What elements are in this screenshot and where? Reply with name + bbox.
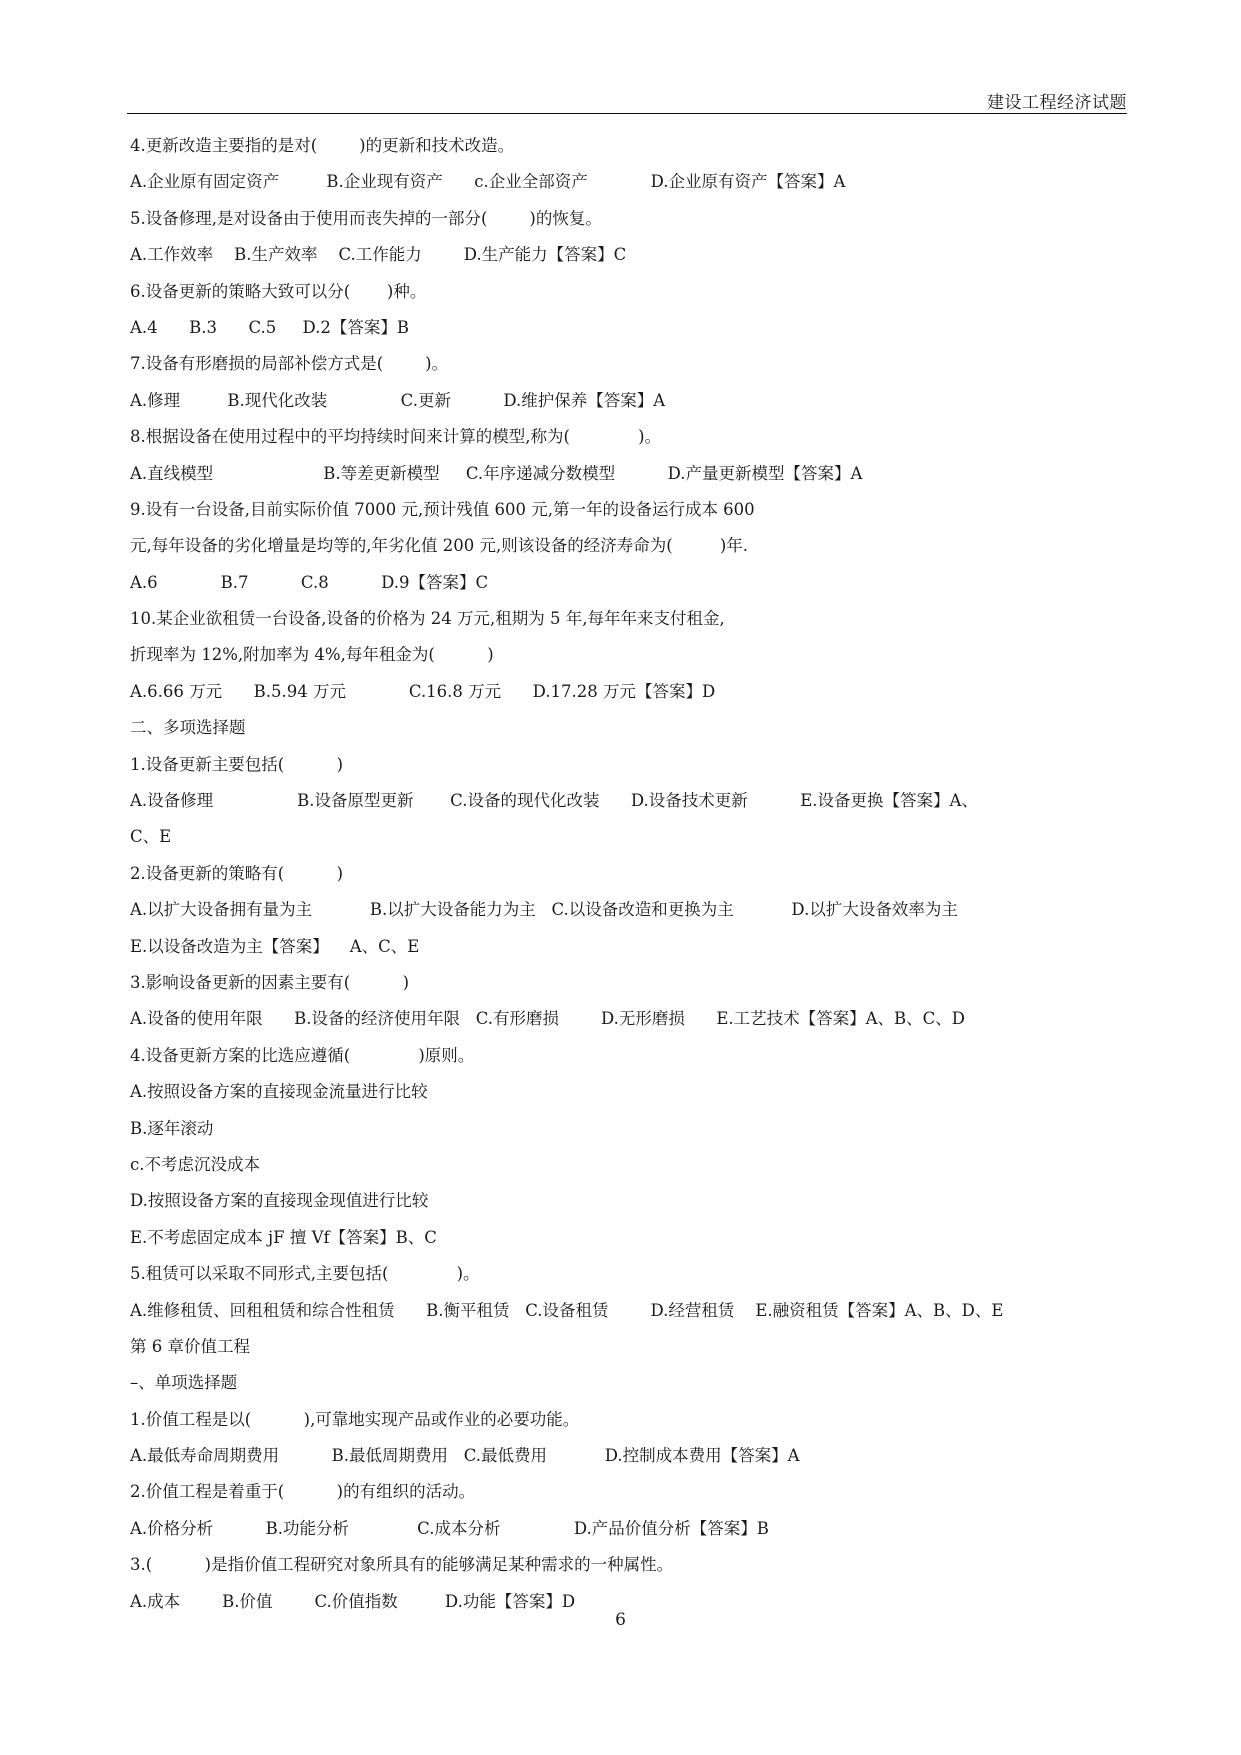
text-line: A.维修租赁、回租租赁和综合性租赁 B.衡平租赁 C.设备租赁 D.经营租赁 E.融资租赁【答案】A、B、D、E <box>130 1300 1004 1320</box>
text-line: –、单项选择题 <box>130 1373 238 1393</box>
text-line: A.工作效率 B.生产效率 C.工作能力 D.生产能力【答案】C <box>130 245 627 265</box>
text-line: 2.设备更新的策略有( ) <box>130 863 344 883</box>
text-line: 5.设备修理,是对设备由于使用而丧失掉的一部分( )的恢复。 <box>130 208 602 228</box>
header-rule <box>127 113 1127 114</box>
text-line: 5.租赁可以采取不同形式,主要包括( )。 <box>130 1264 480 1284</box>
running-header-title: 建设工程经济试题 <box>987 93 1127 113</box>
text-line: A.成本 B.价值 C.价值指数 D.功能【答案】D <box>130 1591 576 1611</box>
text-line: c.不考虑沉没成本 <box>130 1154 260 1174</box>
text-line: 1.价值工程是以( ),可靠地实现产品或作业的必要功能。 <box>130 1409 580 1429</box>
text-line: 3.( )是指价值工程研究对象所具有的能够满足某种需求的一种属性。 <box>130 1555 674 1575</box>
text-line: 折现率为 12%,附加率为 4%,每年租金为( ) <box>130 645 494 665</box>
text-line: A.4 B.3 C.5 D.2【答案】B <box>130 317 409 337</box>
text-line: A.以扩大设备拥有量为主 B.以扩大设备能力为主 C.以设备改造和更换为主 D.以扩大设备效率为主 <box>130 900 958 920</box>
text-line: E.以设备改造为主【答案】 A、C、E <box>130 936 420 956</box>
text-line: 2.价值工程是着重于( )的有组织的活动。 <box>130 1482 476 1502</box>
text-line: A.设备修理 B.设备原型更新 C.设备的现代化改装 D.设备技术更新 E.设备更换【答案】A、 <box>130 791 978 811</box>
text-line: 4.设备更新方案的比选应遵循( )原则。 <box>130 1045 475 1065</box>
text-line: C、E <box>130 827 172 847</box>
text-line: A.价格分析 B.功能分析 C.成本分析 D.产品价值分析【答案】B <box>130 1518 769 1538</box>
text-line: 7.设备有形磨损的局部补偿方式是( )。 <box>130 354 449 374</box>
text-line: 9.设有一台设备,目前实际价值 7000 元,预计残值 600 元,第一年的设备运行成本 600 <box>130 499 755 519</box>
text-line: 元,每年设备的劣化增量是均等的,年劣化值 200 元,则该设备的经济寿命为( )年. <box>130 536 749 556</box>
text-line: A.6.66 万元 B.5.94 万元 C.16.8 万元 D.17.28 万元【答案】D <box>130 681 716 701</box>
text-line: A.最低寿命周期费用 B.最低周期费用 C.最低费用 D.控制成本费用【答案】A <box>130 1446 800 1466</box>
text-line: A.6 B.7 C.8 D.9【答案】C <box>130 572 489 592</box>
text-line: 4.更新改造主要指的是对( )的更新和技术改造。 <box>130 136 515 155</box>
text-line: D.按照设备方案的直接现金现值进行比较 <box>130 1191 429 1211</box>
text-line: B.逐年滚动 <box>130 1118 214 1138</box>
text-line: A.按照设备方案的直接现金流量进行比较 <box>130 1082 428 1102</box>
text-line: A.设备的使用年限 B.设备的经济使用年限 C.有形磨损 D.无形磨损 E.工艺技术【答案】A、B、C、D <box>130 1009 966 1029</box>
text-line: 6.设备更新的策略大致可以分( )种。 <box>130 281 427 301</box>
text-line: 3.影响设备更新的因素主要有( ) <box>130 972 410 992</box>
text-line: 1.设备更新主要包括( ) <box>130 754 344 774</box>
text-line: E.不考虑固定成本 jF 擅 Vf【答案】B、C <box>130 1227 437 1247</box>
text-line: 二、多项选择题 <box>130 718 246 738</box>
text-line: 第 6 章价值工程 <box>130 1336 250 1356</box>
text-line: 10.某企业欲租赁一台设备,设备的价格为 24 万元,租期为 5 年,每年年来支付租金, <box>130 609 725 629</box>
text-line: A.企业原有固定资产 B.企业现有资产 c.企业全部资产 D.企业原有资产【答案】A <box>130 172 846 192</box>
text-line: A.直线模型 B.等差更新模型 C.年序递减分数模型 D.产量更新模型【答案】A <box>130 463 863 483</box>
page-body <box>130 128 1130 1620</box>
text-line: A.修理 B.现代化改装 C.更新 D.维护保养【答案】A <box>130 390 666 410</box>
page-number: 6 <box>615 1610 626 1630</box>
text-line: 8.根据设备在使用过程中的平均持续时间来计算的模型,称为( )。 <box>130 427 662 447</box>
